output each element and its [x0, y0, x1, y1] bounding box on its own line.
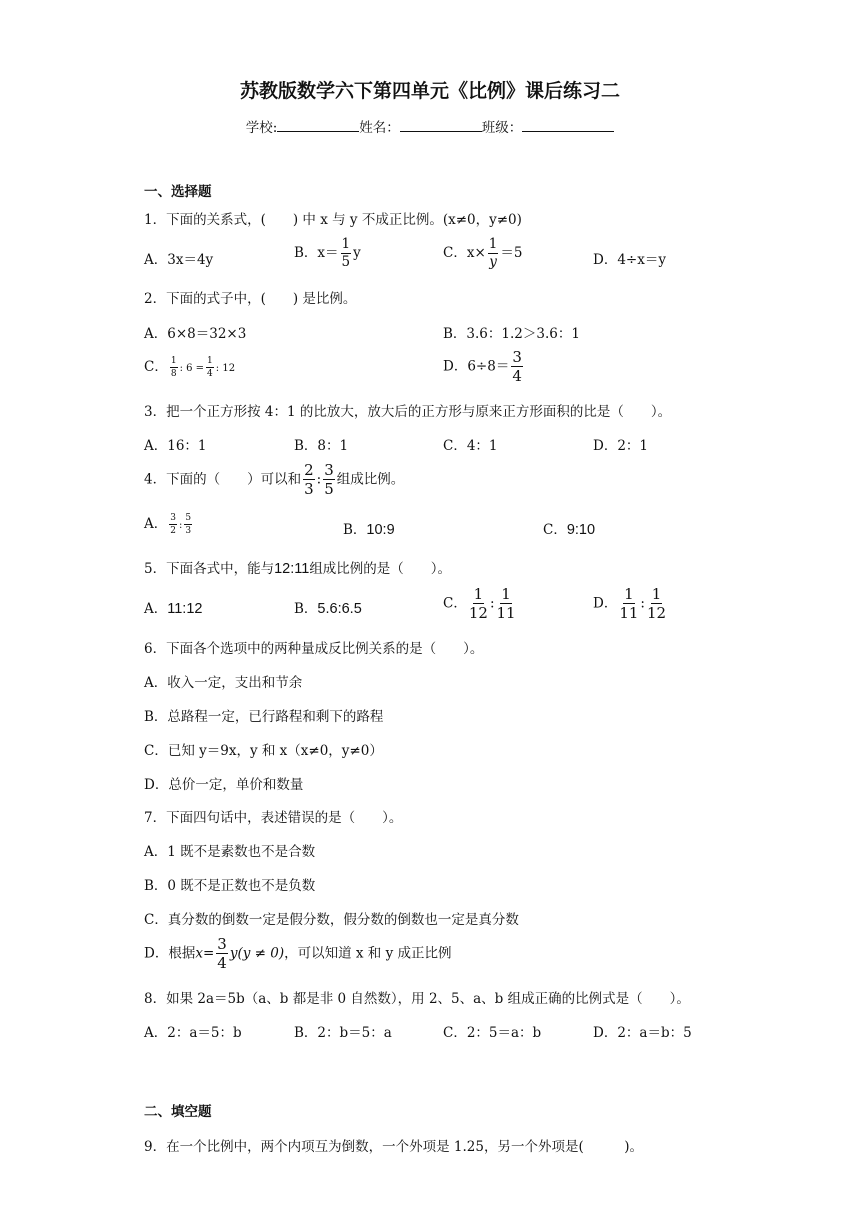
q5-option-b[interactable] — [294, 597, 362, 617]
q4-frac1 — [303, 463, 315, 497]
q5-d-sep: : — [640, 595, 645, 612]
q2-c-label: C． — [144, 359, 168, 375]
q4-b-value: 10:9 — [366, 522, 395, 538]
q1-c-den: y — [489, 253, 497, 270]
q4-den2: 5 — [324, 480, 334, 498]
q2-d-den: 4 — [512, 367, 522, 385]
question-8-stem: 8．如果 2a＝5b（a、b 都是非 0 自然数），用 2、5、a、b 组成正确的比例式是（ ）。 — [144, 991, 690, 1007]
q7-d-eq: = — [202, 945, 215, 962]
page-title: 苏教版数学六下第四单元《比例》课后练习二 — [239, 80, 620, 102]
school-blank[interactable] — [277, 117, 359, 132]
question-1-stem: 1．下面的关系式，( ) 中 x 与 y 不成正比例。(x≠0，y≠0) — [144, 212, 522, 228]
q3-option-d[interactable]: D．2：1 — [593, 438, 649, 454]
q2-option-a[interactable]: A．6×8＝32×3 — [144, 326, 247, 342]
q5-c-num2: 1 — [501, 585, 511, 603]
q2-d-fraction — [511, 350, 523, 384]
q4-c-value: 9:10 — [566, 522, 596, 538]
q7-d-fraction — [216, 937, 228, 971]
q5-c-label: C． — [443, 595, 467, 612]
q3-option-a[interactable]: A．16：1 — [144, 438, 207, 454]
section-heading-choice: 一、选择题 — [144, 184, 212, 200]
q2-option-c[interactable] — [144, 355, 235, 379]
q5-d-frac1 — [619, 587, 638, 621]
q4-b-label: B． — [343, 522, 367, 538]
q2-c-den2: 4 — [207, 368, 213, 379]
q7-d-y: y — [229, 945, 238, 962]
q5-c-num1: 1 — [473, 585, 484, 603]
q5-stem-post: 组成比例的是（ ）。 — [309, 561, 452, 577]
q4-c-label: C． — [543, 522, 567, 538]
q7-d-suffix: ，可以知道 x 和 y 成正比例 — [284, 945, 452, 962]
q5-d-frac2 — [647, 587, 666, 621]
school-label: 学校: — [245, 120, 278, 136]
q6-option-b[interactable]: B．总路程一定，已行路程和剩下的路程 — [144, 709, 384, 725]
q8-option-b[interactable]: B．2：b＝5：a — [294, 1025, 392, 1041]
q2-c-den1: 8 — [170, 368, 177, 379]
q1-c-suffix: ＝5 — [500, 245, 523, 261]
question-5-stem — [144, 557, 451, 577]
question-3-stem: 3．把一个正方形按 4：1 的比放大，放大后的正方形与原来正方形面积的比是（ ）。 — [144, 404, 672, 420]
q5-a-value: 11:12 — [167, 601, 203, 617]
q1-option-a[interactable]: A．3x＝4y — [144, 252, 214, 268]
q1-b-num: 1 — [341, 236, 351, 252]
q7-option-a[interactable]: A．1 既不是素数也不是合数 — [144, 844, 316, 860]
q2-option-b[interactable]: B．3.6：1.2＞3.6：1 — [443, 326, 580, 342]
student-info-line — [0, 116, 860, 136]
q8-option-a[interactable]: A．2：a＝5：b — [144, 1025, 242, 1041]
q4-option-c[interactable] — [543, 518, 595, 538]
q1-option-b[interactable] — [294, 238, 361, 269]
question-9-stem: 9．在一个比例中，两个内项互为倒数，一个外项是 1.25，另一个外项是( )。 — [144, 1139, 643, 1155]
q4-option-b[interactable] — [343, 518, 395, 538]
q5-b-label: B． — [294, 601, 318, 617]
question-4-stem — [144, 463, 404, 497]
q4-den1: 3 — [304, 480, 314, 498]
q2-c-mid: : 6 = — [179, 363, 205, 374]
q3-option-c[interactable]: C．4：1 — [443, 438, 498, 454]
q4-a-label: A． — [144, 516, 168, 532]
q8-option-d[interactable]: D．2：a＝b：5 — [593, 1025, 692, 1041]
class-label: 班级： — [481, 120, 523, 136]
q5-c-sep: : — [489, 595, 495, 612]
q5-c-frac1 — [469, 587, 488, 621]
q7-option-b[interactable]: B．0 既不是正数也不是负数 — [144, 878, 316, 894]
q5-option-a[interactable] — [144, 597, 202, 617]
q2-c-end: : 12 — [215, 363, 236, 374]
q5-c-den2: 11 — [496, 604, 516, 622]
q4-a-num1: 3 — [170, 512, 176, 523]
q4-a-frac1 — [169, 514, 177, 536]
q8-option-c[interactable]: C．2：5＝a：b — [443, 1025, 542, 1041]
q4-a-frac2 — [184, 514, 192, 536]
q2-d-num: 3 — [512, 348, 522, 366]
q2-d-prefix: D．6÷8＝ — [443, 358, 510, 375]
q7-option-c[interactable]: C．真分数的倒数一定是假分数，假分数的倒数也一定是真分数 — [144, 912, 519, 928]
q1-b-den: 5 — [341, 253, 351, 270]
q7-d-den: 4 — [217, 954, 227, 972]
q7-d-condition: (y ≠ 0) — [237, 945, 285, 962]
q2-c-frac1 — [170, 357, 178, 379]
question-7-stem: 7．下面四句话中，表述错误的是（ ）。 — [144, 810, 403, 826]
q5-d-num2: 1 — [651, 585, 662, 603]
q1-option-d[interactable]: D．4÷x＝y — [593, 252, 666, 268]
q4-option-a[interactable] — [144, 512, 194, 536]
q4-a-den1: 2 — [170, 525, 176, 536]
q1-c-num: 1 — [488, 236, 498, 252]
q7-d-x: x — [195, 945, 203, 962]
q2-c-num1: 1 — [170, 355, 177, 366]
name-blank[interactable] — [400, 117, 482, 132]
q2-option-d[interactable] — [443, 350, 525, 384]
q5-a-label: A． — [144, 601, 168, 617]
q1-b-suffix: y — [353, 245, 361, 261]
q1-c-prefix: C．x× — [443, 245, 486, 261]
section-heading-fill: 二、填空题 — [144, 1104, 212, 1120]
q4-a-num2: 5 — [185, 512, 192, 523]
q6-option-a[interactable]: A．收入一定，支出和节余 — [144, 675, 303, 691]
q6-option-c[interactable]: C．已知 y＝9x，y 和 x（x≠0，y≠0） — [144, 743, 383, 759]
q5-c-frac2 — [497, 587, 516, 621]
q5-c-den1: 12 — [468, 604, 488, 622]
q4-num2: 3 — [324, 461, 334, 479]
q4-a-sep: : — [178, 520, 183, 531]
q4-num1: 2 — [304, 461, 314, 479]
q5-option-d[interactable] — [593, 587, 668, 621]
q5-d-den2: 12 — [646, 604, 667, 622]
q7-option-d[interactable] — [144, 937, 452, 971]
q2-c-frac2 — [206, 357, 214, 379]
question-2-stem: 2．下面的式子中，( ) 是比例。 — [144, 291, 357, 307]
q5-d-num1: 1 — [624, 585, 634, 603]
q4-stem-post: 组成比例。 — [336, 471, 405, 488]
q5-b-value: 5.6:6.5 — [317, 601, 362, 617]
name-label: 姓名： — [359, 120, 400, 136]
q5-option-c[interactable] — [443, 587, 518, 621]
q4-frac2 — [323, 463, 335, 497]
q5-d-den1: 11 — [619, 604, 639, 622]
q2-c-num2: 1 — [207, 355, 213, 366]
class-blank[interactable] — [522, 117, 614, 132]
question-6-stem: 6．下面各个选项中的两种量成反比例关系的是（ ）。 — [144, 641, 484, 657]
q1-c-fraction — [488, 238, 499, 269]
q4-stem-pre: 4．下面的（ ）可以和 — [144, 471, 302, 488]
q7-d-prefix: D．根据 — [144, 945, 196, 962]
q1-option-c[interactable] — [443, 238, 522, 269]
q5-d-label: D． — [593, 595, 618, 612]
q4-a-den2: 3 — [185, 525, 192, 536]
q1-b-prefix: B．x＝ — [294, 245, 339, 261]
q5-ratio: 12:11 — [274, 561, 310, 577]
q1-b-fraction — [341, 238, 352, 269]
q3-option-b[interactable]: B．8：1 — [294, 438, 349, 454]
q7-d-num: 3 — [217, 935, 227, 953]
q6-option-d[interactable]: D．总价一定，单价和数量 — [144, 777, 304, 793]
q5-stem-pre: 5．下面各式中，能与 — [144, 561, 275, 577]
q4-sep: : — [316, 471, 322, 488]
